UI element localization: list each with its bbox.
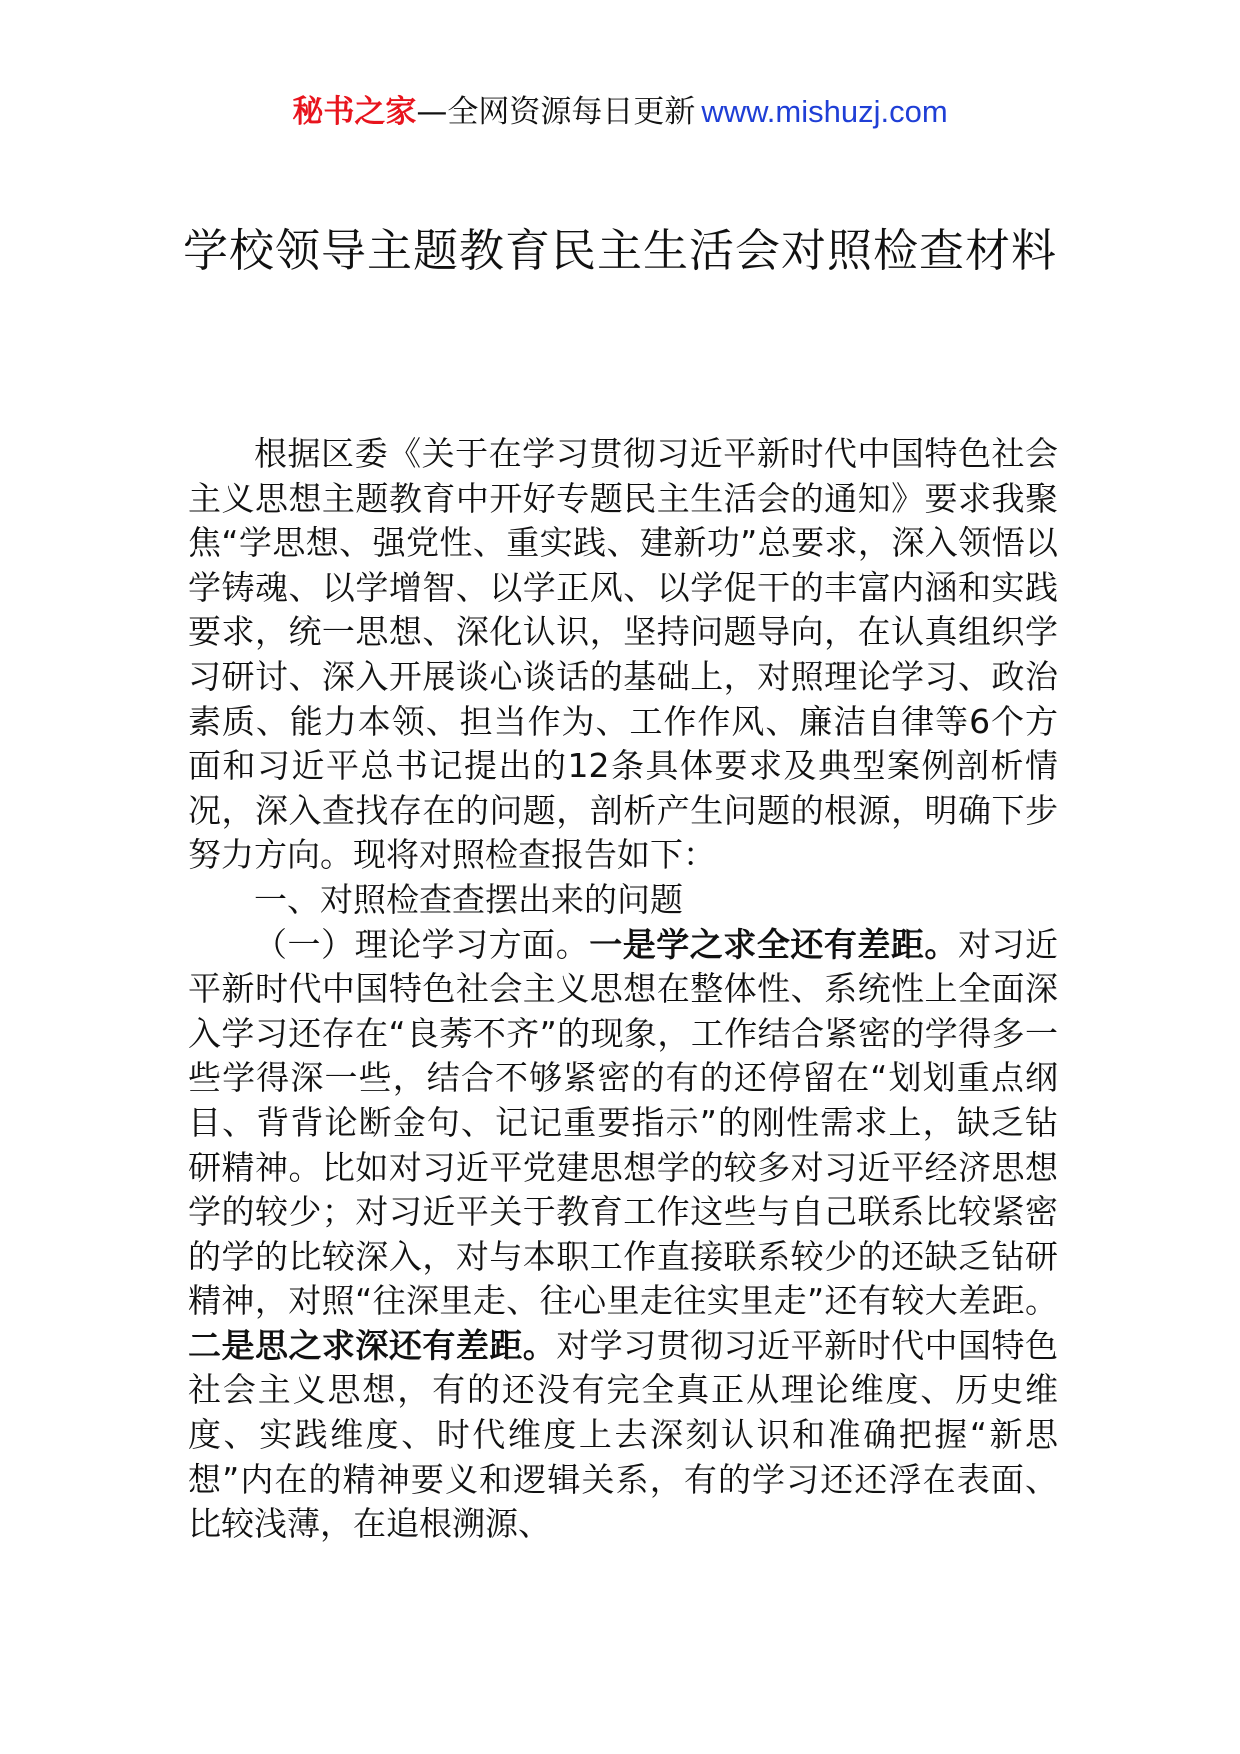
point-one-text: 对习近平新时代中国特色社会主义思想在整体性、系统性上全面深入学习还存在“良莠不齐”的现象，工作结合紧密的学得多一些学得深一些，结合不够紧密的有的还停留在“划划重点纲目、背背论断金句、记记重要指示”的刚性需求上，缺乏钻研精神。比如对习近平党建思想学的较多对习近平经济思想学的较少；对习近平关于教育工作这些与自己联系比较紧密的学的比较深入，对与本职工作直接联系较少的还缺乏钻研精神，对照“往深里走、往心里走往实里走”还有较大差距。	[188, 924, 1059, 1321]
document-title: 学校领导主题教育民主生活会对照检查材料	[182, 224, 1057, 277]
point-one-heading: 一是学之求全还有差距。	[589, 924, 958, 964]
point-two-text: 对学习贯彻习近平新时代中国特色社会主义思想，有的还没有完全真正从理论维度、历史维度、实践维度、时代维度上去深刻认识和准确把握“新思想”内在的精神要义和逻辑关系，有的学习还还浮在表面、比较浅薄，在追根溯源、	[188, 1325, 1059, 1544]
site-brand: 秘书之家	[292, 94, 417, 130]
site-url-link[interactable]: www.mishuzj.com	[701, 94, 948, 129]
subsection-lead: （一）理论学习方面。	[254, 924, 590, 964]
point-two-heading: 二是思之求深还有差距。	[188, 1325, 557, 1365]
site-header	[0, 92, 1240, 132]
intro-paragraph: 根据区委《关于在学习贯彻习近平新时代中国特色社会主义思想主题教育中开好专题民主生活会的通知》要求我聚焦“学思想、强党性、重实践、建新功”总要求，深入领悟以学铸魂、以学增智、以学正风、以学促干的丰富内涵和实践要求，统一思想、深化认识，坚持问题导向，在认真组织学习研讨、深入开展谈心谈话的基础上，对照理论学习、政治素质、能力本领、担当作为、工作作风、廉洁自律等6个方面和习近平总书记提出的12条具体要求及典型案例剖析情况，深入查找存在的问题，剖析产生问题的根源，明确下步努力方向。现将对照检查报告如下：	[188, 434, 1058, 875]
theory-study-paragraph	[188, 923, 1058, 1547]
section-heading: 一、对照检查查摆出来的问题	[254, 879, 683, 919]
document-body	[188, 432, 1058, 1547]
site-slogan: —全网资源每日更新	[416, 94, 696, 130]
